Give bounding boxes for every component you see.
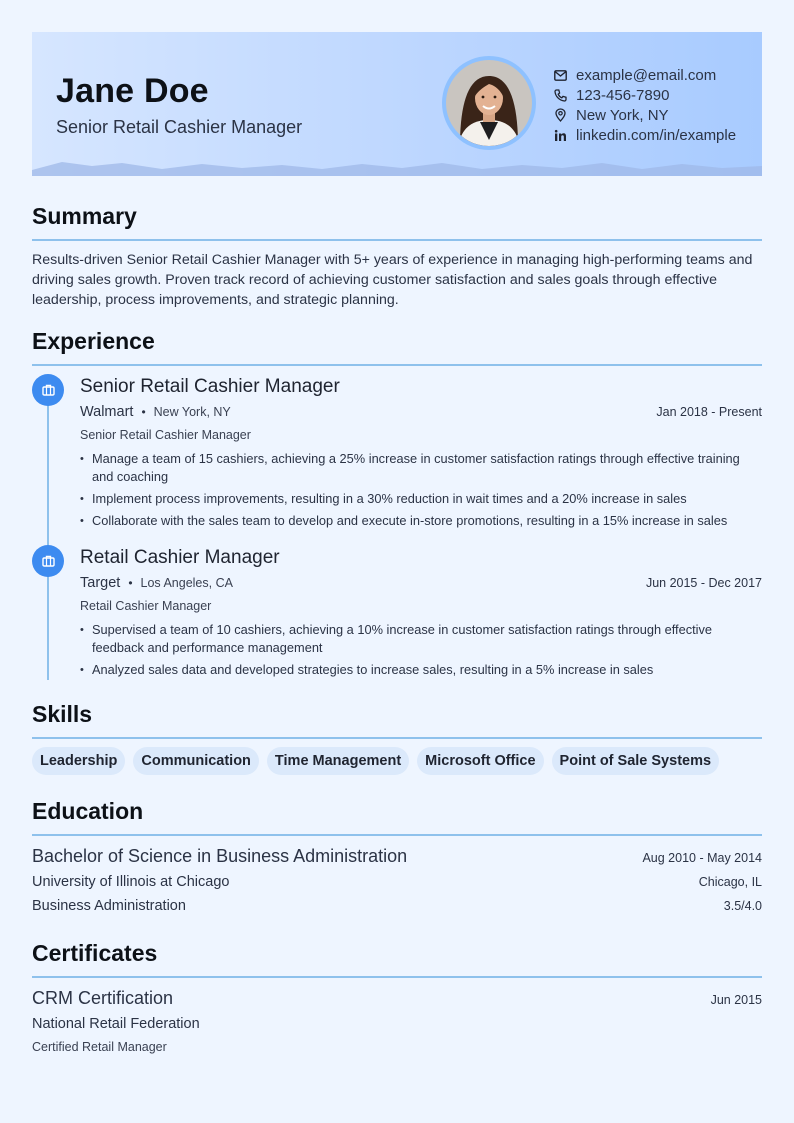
certificate-name-row	[32, 988, 762, 1009]
job-1-bullet: • Collaborate with the sales team to develop and execute in-store promotions, resulting in a 15% increase in sales	[80, 512, 762, 530]
job-2-bullets	[80, 621, 762, 679]
job-2-bullet: • Supervised a team of 10 cashiers, achieving a 10% increase in customer satisfaction ratings through effective feedback and performance management	[80, 621, 762, 657]
skill-tag: Communication	[133, 747, 259, 775]
job-2-subtitle: Retail Cashier Manager	[80, 599, 212, 613]
briefcase-icon	[42, 384, 55, 396]
job-1-bullets	[80, 450, 762, 530]
experience-timeline	[47, 390, 49, 680]
resume-header	[32, 32, 762, 176]
job-entry-1	[80, 376, 762, 534]
certificate-date: Jun 2015	[710, 993, 762, 1007]
separator-dot: •	[128, 576, 133, 590]
job-2-company: Target	[80, 575, 121, 591]
skill-tag: Leadership	[32, 747, 125, 775]
contact-info	[552, 65, 736, 145]
education-gpa: 3.5/4.0	[723, 899, 762, 913]
education-school: University of Illinois at Chicago	[32, 874, 230, 890]
job-1-marker	[32, 374, 64, 406]
contact-phone[interactable]	[552, 85, 736, 105]
job-1-role: Senior Retail Cashier Manager	[80, 376, 340, 397]
job-1-company: Walmart	[80, 404, 134, 420]
education-dates: Aug 2010 - May 2014	[642, 851, 762, 865]
mail-icon	[552, 67, 568, 83]
skills-heading: Skills	[32, 701, 93, 727]
education-location: Chicago, IL	[698, 875, 762, 889]
linkedin-icon	[552, 127, 568, 143]
job-2-meta	[80, 575, 762, 595]
education-field: Business Administration	[32, 898, 186, 914]
skills-divider	[32, 737, 762, 739]
skill-tag: Microsoft Office	[417, 747, 543, 775]
contact-linkedin[interactable]	[552, 125, 736, 145]
job-entry-2	[80, 547, 762, 683]
profile-photo-image	[446, 60, 532, 146]
summary-heading: Summary	[32, 203, 137, 229]
certificate-issuer: National Retail Federation	[32, 1016, 200, 1032]
experience-divider	[32, 364, 762, 366]
candidate-headline: Senior Retail Cashier Manager	[56, 117, 303, 137]
header-wave-decoration	[32, 160, 762, 176]
education-degree-row	[32, 846, 762, 867]
education-divider	[32, 834, 762, 836]
contact-phone-text: 123-456-7890	[576, 86, 670, 104]
certificates-heading: Certificates	[32, 940, 158, 966]
job-2-location: Los Angeles, CA	[140, 576, 233, 590]
map-pin-icon	[552, 107, 568, 123]
profile-photo	[442, 56, 536, 150]
briefcase-icon	[42, 555, 55, 567]
job-2-marker	[32, 545, 64, 577]
certificate-note-row	[32, 1040, 762, 1054]
job-1-subtitle: Senior Retail Cashier Manager	[80, 428, 251, 442]
education-field-row	[32, 898, 762, 914]
job-2-role: Retail Cashier Manager	[80, 547, 280, 568]
certificate-note: Certified Retail Manager	[32, 1040, 167, 1054]
education-school-row	[32, 874, 762, 890]
certificates-divider	[32, 976, 762, 978]
education-heading: Education	[32, 798, 144, 824]
contact-email[interactable]	[552, 65, 736, 85]
job-2-bullet: • Analyzed sales data and developed strategies to increase sales, resulting in a 5% increase in sales	[80, 661, 762, 679]
summary-divider	[32, 239, 762, 241]
job-1-bullet: • Manage a team of 15 cashiers, achieving a 25% increase in customer satisfaction ratings through effective training and coaching	[80, 450, 762, 486]
skills-list	[32, 747, 727, 775]
education-degree: Bachelor of Science in Business Administration	[32, 846, 408, 866]
contact-location	[552, 105, 736, 125]
job-1-meta	[80, 404, 762, 424]
job-1-dates: Jan 2018 - Present	[656, 405, 762, 419]
certificate-name: CRM Certification	[32, 988, 174, 1008]
candidate-name: Jane Doe	[56, 72, 209, 110]
summary-text: Results-driven Senior Retail Cashier Manager with 5+ years of experience in managing high-performing teams and driving sales growth. Proven track record of achieving customer satisfaction and sales goals through effective leadership, process improvements, and strategic planning.	[32, 252, 753, 308]
contact-linkedin-text: linkedin.com/in/example	[576, 126, 737, 144]
phone-icon	[552, 87, 568, 103]
skill-tag: Point of Sale Systems	[552, 747, 720, 775]
job-2-dates: Jun 2015 - Dec 2017	[645, 576, 762, 590]
certificate-issuer-row	[32, 1016, 762, 1032]
contact-email-text: example@email.com	[576, 66, 717, 84]
job-1-bullet: • Implement process improvements, resulting in a 30% reduction in wait times and a 20% increase in sales	[80, 490, 762, 508]
job-1-location: New York, NY	[153, 405, 231, 419]
separator-dot: •	[141, 405, 146, 419]
contact-location-text: New York, NY	[576, 106, 669, 124]
experience-heading: Experience	[32, 328, 155, 354]
skill-tag: Time Management	[267, 747, 409, 775]
